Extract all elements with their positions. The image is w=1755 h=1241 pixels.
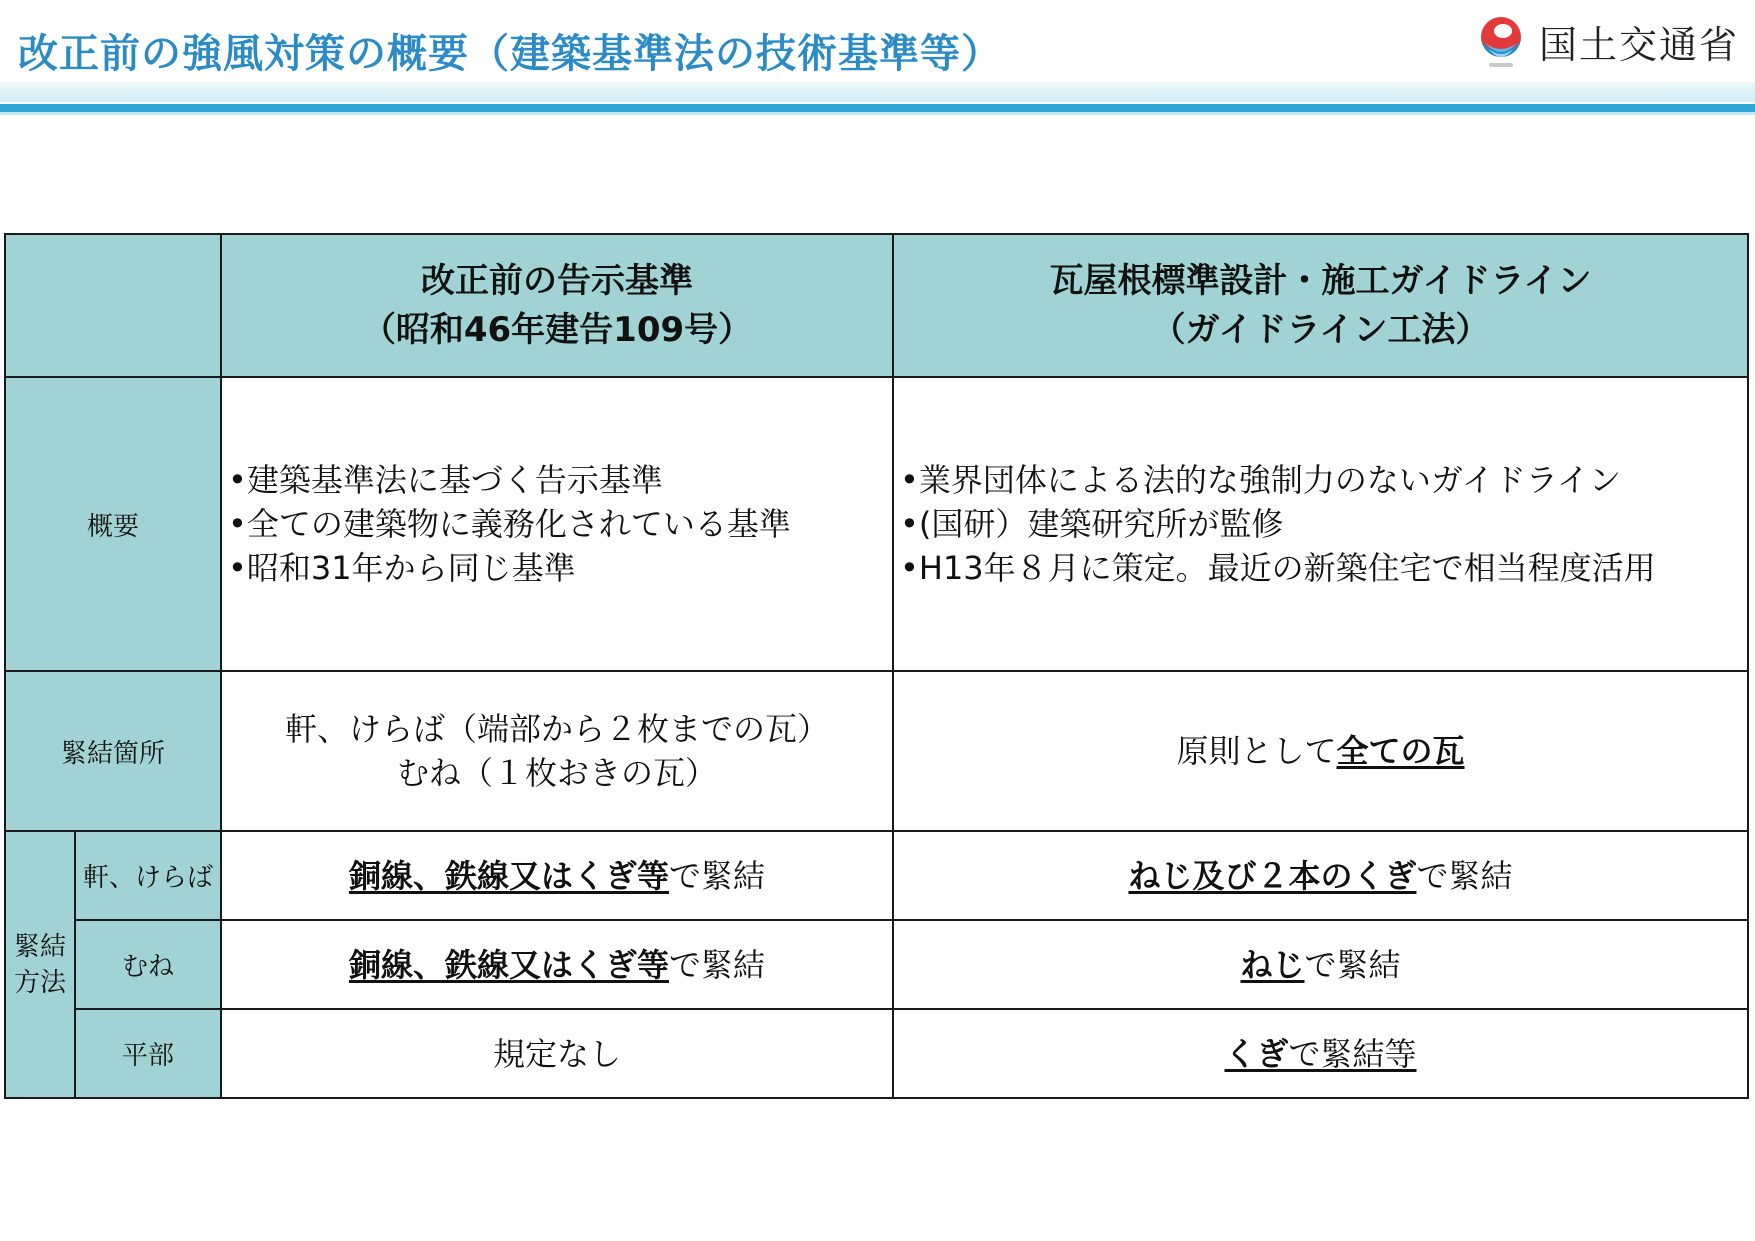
logo-text: 国土交通省 [1538, 23, 1739, 67]
flat-guideline-cell [893, 1009, 1748, 1098]
cell-text: 原則として [1176, 732, 1337, 770]
method-label-line: 緊結 [13, 931, 66, 962]
cell-text: 規定なし [492, 1034, 621, 1073]
row-label-fastening-method [5, 831, 75, 1098]
flat-old-cell [221, 1009, 893, 1098]
row-label-overview: 概要 [5, 377, 221, 671]
method-row-ridge [5, 920, 1748, 1009]
ridge-old-cell [221, 920, 893, 1009]
cell-text: で緊結 [1416, 856, 1513, 895]
bullet-item: •業界団体による法的な強制力のないガイドライン [900, 461, 1621, 499]
row-label-ridge: むね [75, 920, 221, 1009]
bullet-item: •H13年８月に策定。最近の新築住宅で相当程度活用 [900, 549, 1656, 587]
method-row-flat [5, 1009, 1748, 1098]
mlit-logo-icon [1473, 15, 1529, 69]
fastening-locations-old-cell [221, 671, 893, 831]
fastening-locations-guideline-cell [893, 671, 1748, 831]
eaves-old-cell [221, 831, 893, 920]
emphasized-text: 銅線、鉄線又はくぎ等 [348, 856, 669, 895]
comparison-table [4, 233, 1749, 1099]
column-header-line: （ガイドライン工法） [1151, 309, 1490, 350]
column-header-old-standard [221, 234, 893, 377]
bullet-item: •全ての建築物に義務化されている基準 [228, 505, 791, 543]
bullet-item: •(国研）建築研究所が監修 [900, 505, 1284, 543]
row-label-flat: 平部 [75, 1009, 221, 1098]
overview-row [5, 377, 1748, 671]
eaves-guideline-cell [893, 831, 1748, 920]
header-band [0, 82, 1755, 102]
table-header-row [5, 234, 1748, 377]
corner-cell [5, 234, 221, 377]
emphasized-text: くぎ [1224, 1034, 1289, 1073]
row-label-fastening-locations: 緊結箇所 [5, 671, 221, 831]
emphasized-text: 全ての瓦 [1336, 732, 1465, 770]
bullet-item: •昭和31年から同じ基準 [228, 549, 576, 587]
cell-line: 軒、けらば（端部から２枚までの瓦） [284, 710, 829, 748]
bullet-item: •建築基準法に基づく告示基準 [228, 461, 663, 499]
emphasized-text: 銅線、鉄線又はくぎ等 [348, 945, 669, 984]
cell-text: で緊結 [1304, 945, 1401, 984]
column-header-guideline [893, 234, 1748, 377]
ministry-logo [1473, 14, 1739, 69]
cell-text: で緊結等 [1288, 1034, 1417, 1073]
column-header-line: （昭和46年建告109号） [361, 309, 753, 350]
overview-guideline-cell [893, 377, 1748, 671]
header-rule-light [0, 112, 1755, 115]
ridge-guideline-cell [893, 920, 1748, 1009]
column-header-line: 改正前の告示基準 [421, 260, 693, 301]
slide-header [0, 0, 1755, 120]
header-rule [0, 104, 1755, 112]
method-label-line: 方法 [13, 967, 66, 998]
cell-text: で緊結 [669, 856, 766, 895]
cell-text: で緊結 [669, 945, 766, 984]
column-header-line: 瓦屋根標準設計・施工ガイドライン [1049, 260, 1592, 301]
fastening-locations-row [5, 671, 1748, 831]
method-row-eaves [5, 831, 1748, 920]
emphasized-text: ねじ及び２本のくぎ [1128, 856, 1417, 895]
page-title: 改正前の強風対策の概要（建築基準法の技術基準等） [18, 31, 1002, 77]
cell-line: むね（１枚おきの瓦） [396, 754, 717, 792]
row-label-eaves: 軒、けらば [75, 831, 221, 920]
emphasized-text: ねじ [1240, 945, 1305, 984]
overview-old-standard-cell [221, 377, 893, 671]
